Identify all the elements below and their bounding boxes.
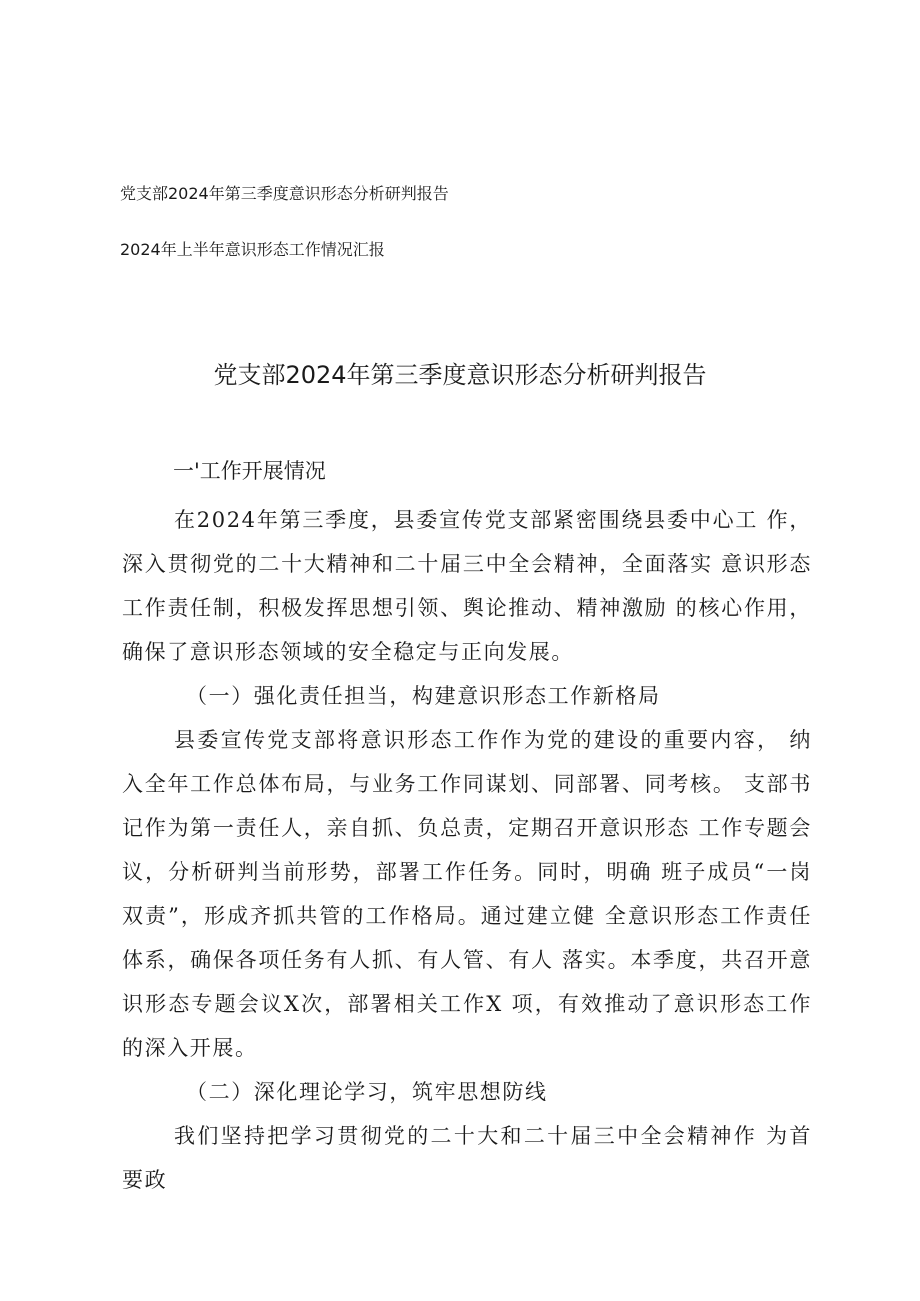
document-title: 党支部2024年第三季度意识形态分析研判报告 <box>213 361 707 389</box>
document-body <box>122 498 812 1202</box>
toc-entry-2[interactable]: 2024年上半年意识形态工作情况汇报 <box>120 240 385 259</box>
section-heading: 一'工作开展情况 <box>173 459 326 483</box>
paragraph-study: 我们坚持把学习贯彻党的二十大和二十届三中全会精神作 为首要政 <box>122 1124 812 1192</box>
paragraph-responsibility: 县委宣传党支部将意识形态工作作为党的建设的重要内容， 纳入全年工作总体布局，与业务工作同谋划、同部署、同考核。 支部书记作为第一责任人，亲自抓、负总责，定期召开意识形态 工作专题会议，分析研判当前形势，部署工作任务。同时，明确 班子成员“一岗双责”，形成齐抓共管的工作格局。通过建立健 全意识形态工作责任体系，确保各项任务有人抓、有人管、有人 落实。本季度，共召开意识形态专题会议X次，部署相关工作X 项，有效推动了意识形态工作的深入开展。 <box>122 728 812 1060</box>
paragraph-intro: 在2024年第三季度，县委宣传党支部紧密围绕县委中心工 作，深入贯彻党的二十大精神和二十届三中全会精神，全面落实 意识形态工作责任制，积极发挥思想引领、舆论推动、精神激励 的核心作用，确保了意识形态领域的安全稳定与正向发展。 <box>122 508 812 664</box>
subheading-1: （一）强化责任担当，构建意识形态工作新格局 <box>186 684 661 708</box>
subheading-2: （二）深化理论学习，筑牢思想防线 <box>186 1080 548 1104</box>
toc-entry-1[interactable]: 党支部2024年第三季度意识形态分析研判报告 <box>120 184 449 203</box>
